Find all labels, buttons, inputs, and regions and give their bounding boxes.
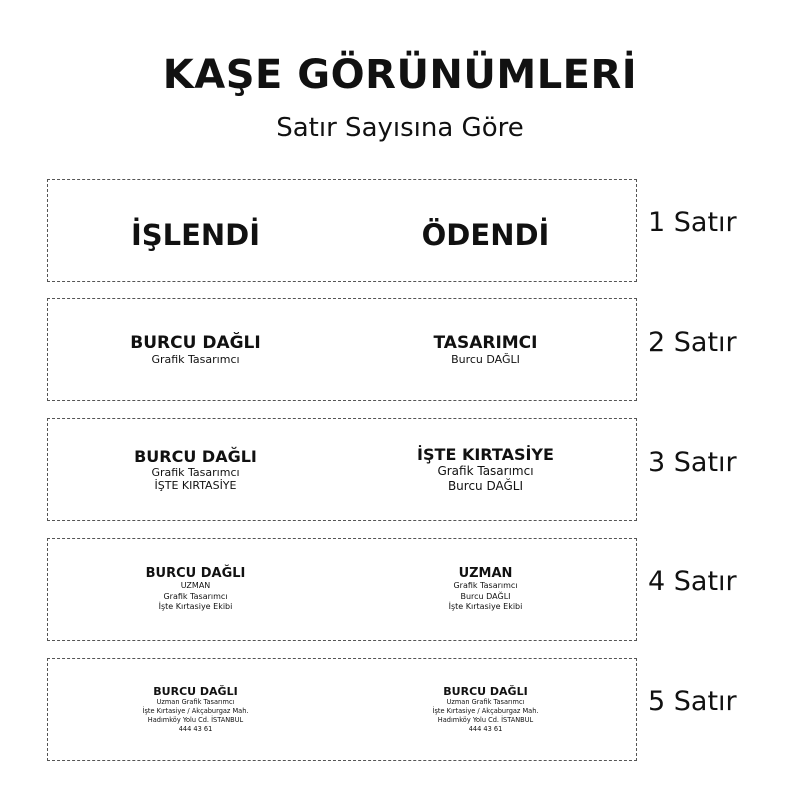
stamp-row-5 — [47, 658, 637, 761]
stamp-left — [48, 659, 343, 760]
stamp-row-4 — [47, 538, 637, 641]
stamp-line: Hadımköy Yolu Cd. İSTANBUL — [437, 716, 534, 724]
stamp-right — [338, 419, 633, 520]
stamp-line: Burcu DAĞLI — [451, 352, 520, 366]
stamp-row-2 — [47, 298, 637, 401]
stamp-line: Burcu DAĞLI — [447, 478, 524, 493]
stamp-line: Burcu DAĞLI — [460, 591, 511, 601]
stamp-line: İşte Kırtasiye Ekibi — [158, 602, 233, 612]
page-title: KAŞE GÖRÜNÜMLERİ — [162, 52, 638, 98]
stamp-right — [338, 299, 633, 400]
stamp-line: İşte Kırtasiye / Akçaburgaz Mah. — [432, 707, 539, 715]
row-label-2: 2 Satır — [648, 327, 737, 358]
stamp-line: İşte Kırtasiye Ekibi — [448, 602, 523, 612]
stamp-row-1 — [47, 179, 637, 282]
row-label-1: 1 Satır — [648, 207, 737, 238]
stamp-line: İŞTE KIRTASİYE — [417, 444, 554, 464]
stamp-right — [338, 180, 633, 281]
page-subtitle: Satır Sayısına Göre — [276, 113, 524, 143]
stamp-line: BURCU DAĞLI — [153, 685, 238, 698]
stamp-line: 444 43 61 — [178, 725, 213, 733]
stamp-line: BURCU DAĞLI — [134, 446, 257, 466]
stamp-line: Uzman Grafik Tasarımcı — [156, 698, 235, 706]
stamp-line: İşte Kırtasiye / Akçaburgaz Mah. — [142, 707, 249, 715]
stamp-line: 444 43 61 — [468, 725, 503, 733]
stamp-line: UZMAN — [458, 566, 513, 582]
stamp-right — [338, 659, 633, 760]
row-label-4: 4 Satır — [648, 566, 737, 597]
row-label-3: 3 Satır — [648, 447, 737, 478]
stamp-line: Grafik Tasarımcı — [163, 591, 228, 601]
stamp-line: BURCU DAĞLI — [443, 685, 528, 698]
stamp-line: ÖDENDİ — [421, 217, 550, 252]
stamp-line: İŞTE KIRTASİYE — [154, 478, 237, 492]
stamp-left — [48, 180, 343, 281]
stamp-line: Grafik Tasarımcı — [151, 352, 240, 366]
stamp-line: BURCU DAĞLI — [145, 566, 246, 582]
stamp-left — [48, 299, 343, 400]
stamp-left — [48, 539, 343, 640]
row-label-5: 5 Satır — [648, 686, 737, 717]
stamp-line: İŞLENDİ — [130, 217, 261, 252]
stamp-line: UZMAN — [180, 581, 211, 591]
stamp-left — [48, 419, 343, 520]
stamp-line: Grafik Tasarımcı — [437, 463, 534, 478]
stamp-line: Hadımköy Yolu Cd. İSTANBUL — [147, 716, 244, 724]
stamp-row-3 — [47, 418, 637, 521]
stamp-line: TASARIMCI — [433, 332, 538, 353]
stamp-line: Grafik Tasarımcı — [151, 465, 240, 479]
stamp-line: Uzman Grafik Tasarımcı — [446, 698, 525, 706]
stamp-line: Grafik Tasarımcı — [453, 581, 518, 591]
stamp-right — [338, 539, 633, 640]
stamp-line: BURCU DAĞLI — [130, 332, 261, 353]
